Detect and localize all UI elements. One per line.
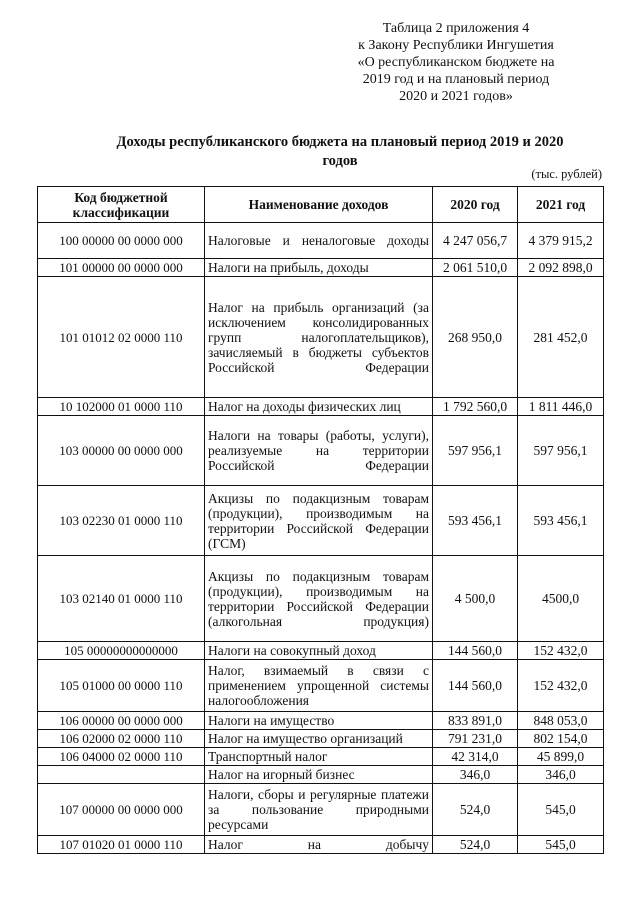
row-value-2021: 152 432,0 bbox=[518, 642, 604, 660]
row-code: 106 02000 02 0000 110 bbox=[38, 730, 205, 748]
table-row bbox=[38, 836, 604, 854]
row-code: 105 01000 00 0000 110 bbox=[38, 660, 205, 712]
appendix-reference bbox=[336, 20, 576, 105]
appendix-line: 2019 год и на плановый период bbox=[362, 72, 550, 87]
row-code: 107 00000 00 0000 000 bbox=[38, 784, 205, 836]
row-name: Налог на игорный бизнес bbox=[205, 766, 433, 784]
row-code bbox=[38, 766, 205, 784]
row-value-2021: 4 379 915,2 bbox=[518, 223, 604, 259]
row-value-2020: 524,0 bbox=[433, 784, 518, 836]
row-name: Налоги на товары (работы, услуги), реализуемые на территории Российской Федерации bbox=[205, 416, 433, 486]
row-value-2020: 4 247 056,7 bbox=[433, 223, 518, 259]
row-value-2020: 597 956,1 bbox=[433, 416, 518, 486]
row-code: 101 01012 02 0000 110 bbox=[38, 277, 205, 398]
row-value-2021: 545,0 bbox=[518, 836, 604, 854]
row-value-2020: 593 456,1 bbox=[433, 486, 518, 556]
row-code: 103 00000 00 0000 000 bbox=[38, 416, 205, 486]
table-row bbox=[38, 277, 604, 398]
table-header-row bbox=[38, 187, 604, 223]
header-code: Код бюджетной классификации bbox=[38, 187, 205, 223]
row-value-2020: 791 231,0 bbox=[433, 730, 518, 748]
row-value-2021: 593 456,1 bbox=[518, 486, 604, 556]
units-note: (тыс. рублей) bbox=[531, 167, 602, 181]
header-2021: 2021 год bbox=[518, 187, 604, 223]
table-row bbox=[38, 223, 604, 259]
row-value-2021: 45 899,0 bbox=[518, 748, 604, 766]
row-value-2020: 42 314,0 bbox=[433, 748, 518, 766]
table-row bbox=[38, 486, 604, 556]
row-code: 101 00000 00 0000 000 bbox=[38, 259, 205, 277]
table-row bbox=[38, 748, 604, 766]
revenue-table bbox=[37, 186, 604, 854]
row-name: Транспортный налог bbox=[205, 748, 433, 766]
row-value-2020: 1 792 560,0 bbox=[433, 398, 518, 416]
row-value-2020: 833 891,0 bbox=[433, 712, 518, 730]
row-code: 100 00000 00 0000 000 bbox=[38, 223, 205, 259]
table-row bbox=[38, 660, 604, 712]
title-line-2: годов bbox=[322, 153, 358, 169]
row-name: Налог, взимаемый в связи с применением упрощенной системы налогообложения bbox=[205, 660, 433, 712]
appendix-line: Таблица 2 приложения 4 bbox=[382, 21, 530, 36]
row-value-2021: 346,0 bbox=[518, 766, 604, 784]
appendix-line: 2020 и 2021 годов» bbox=[399, 89, 513, 104]
row-code: 107 01020 01 0000 110 bbox=[38, 836, 205, 854]
row-value-2020: 4 500,0 bbox=[433, 556, 518, 642]
header-name: Наименование доходов bbox=[205, 187, 433, 223]
row-value-2021: 152 432,0 bbox=[518, 660, 604, 712]
table-row bbox=[38, 784, 604, 836]
row-name: Налог на имущество организаций bbox=[205, 730, 433, 748]
row-name: Налоги, сборы и регулярные платежи за пользование природными ресурсами bbox=[205, 784, 433, 836]
row-name: Налоги на имущество bbox=[205, 712, 433, 730]
row-code: 103 02230 01 0000 110 bbox=[38, 486, 205, 556]
row-value-2021: 1 811 446,0 bbox=[518, 398, 604, 416]
table-row bbox=[38, 766, 604, 784]
row-value-2020: 524,0 bbox=[433, 836, 518, 854]
row-name: Налоговые и неналоговые доходы bbox=[205, 223, 433, 259]
table-row bbox=[38, 730, 604, 748]
row-value-2020: 144 560,0 bbox=[433, 660, 518, 712]
row-value-2021: 545,0 bbox=[518, 784, 604, 836]
table-row bbox=[38, 642, 604, 660]
table-row bbox=[38, 712, 604, 730]
row-name: Акцизы по подакцизным товарам (продукции), производимым на территории Российской Федерации (ГСМ) bbox=[205, 486, 433, 556]
row-name: Налоги на совокупный доход bbox=[205, 642, 433, 660]
title-line-1: Доходы республиканского бюджета на плановый период 2019 и 2020 bbox=[116, 134, 564, 150]
table-row bbox=[38, 556, 604, 642]
appendix-line: к Закону Республики Ингушетия bbox=[358, 38, 554, 53]
row-value-2021: 848 053,0 bbox=[518, 712, 604, 730]
row-value-2021: 4500,0 bbox=[518, 556, 604, 642]
row-name: Налог на добычу bbox=[205, 836, 433, 854]
table-row bbox=[38, 416, 604, 486]
table-row bbox=[38, 398, 604, 416]
row-code: 106 04000 02 0000 110 bbox=[38, 748, 205, 766]
appendix-line: «О республиканском бюджете на bbox=[357, 55, 555, 70]
row-code: 103 02140 01 0000 110 bbox=[38, 556, 205, 642]
row-value-2020: 346,0 bbox=[433, 766, 518, 784]
row-name: Акцизы по подакцизным товарам (продукции), производимым на территории Российской Федерации (алкогольная продукция) bbox=[205, 556, 433, 642]
row-value-2020: 144 560,0 bbox=[433, 642, 518, 660]
row-value-2020: 268 950,0 bbox=[433, 277, 518, 398]
row-value-2021: 802 154,0 bbox=[518, 730, 604, 748]
row-code: 10 102000 01 0000 110 bbox=[38, 398, 205, 416]
row-value-2021: 597 956,1 bbox=[518, 416, 604, 486]
row-code: 106 00000 00 0000 000 bbox=[38, 712, 205, 730]
row-value-2020: 2 061 510,0 bbox=[433, 259, 518, 277]
row-name: Налоги на прибыль, доходы bbox=[205, 259, 433, 277]
row-code: 105 00000000000000 bbox=[38, 642, 205, 660]
row-value-2021: 281 452,0 bbox=[518, 277, 604, 398]
table-row bbox=[38, 259, 604, 277]
row-name: Налог на доходы физических лиц bbox=[205, 398, 433, 416]
row-name: Налог на прибыль организаций (за исключением консолидированных групп налогоплательщиков), зачисляемый в бюджеты субъектов Российской Федерации bbox=[205, 277, 433, 398]
row-value-2021: 2 092 898,0 bbox=[518, 259, 604, 277]
document-title bbox=[70, 133, 610, 171]
header-2020: 2020 год bbox=[433, 187, 518, 223]
